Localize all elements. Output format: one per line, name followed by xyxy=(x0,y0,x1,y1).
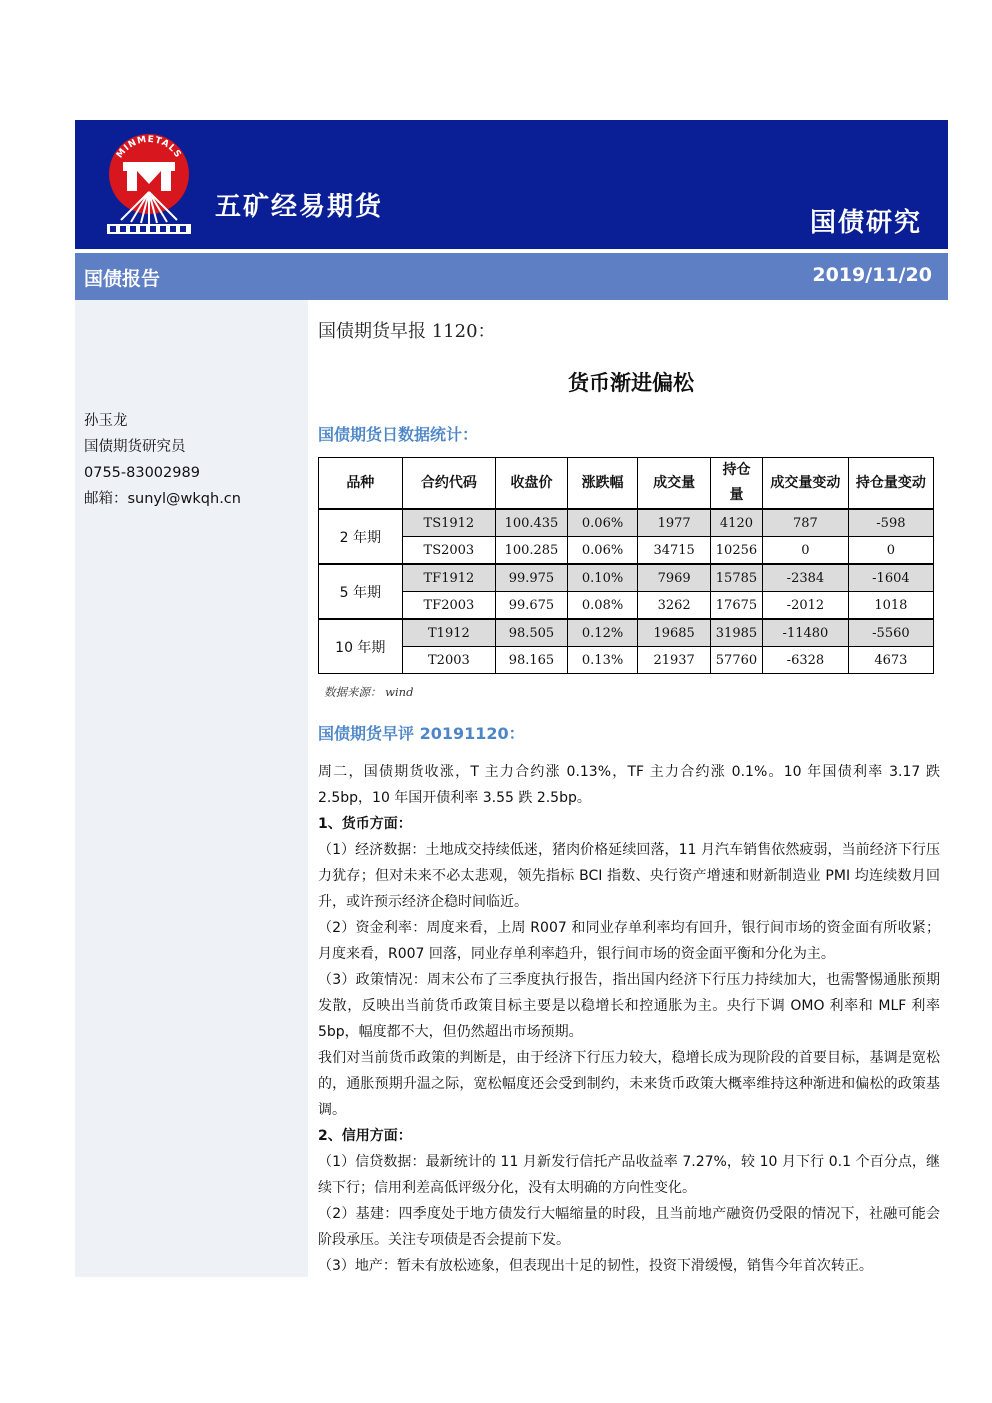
table-cell: 0 xyxy=(763,537,849,565)
stats-heading: 国债期货日数据统计： xyxy=(318,425,479,444)
table-cell: T2003 xyxy=(402,647,496,674)
table-row xyxy=(319,564,934,592)
table-cell: 57760 xyxy=(710,647,762,674)
table-cell: 7969 xyxy=(638,564,710,592)
table-row xyxy=(319,647,934,674)
group-cell: 2 年期 xyxy=(319,509,403,564)
table-row xyxy=(319,592,934,620)
column-header: 持仓量变动 xyxy=(848,458,933,510)
group-cell: 5 年期 xyxy=(319,564,403,619)
paragraph: （1）经济数据：土地成交持续低迷，猪肉价格延续回落，11 月汽车销售依然疲弱，当前经济下行压力犹存；但对未来不必太悲观，领先指标 BCI 指数、央行资产增速和财新制造业 PMI 均连续数月回升，或许预示经济企稳时间临近。 xyxy=(318,842,940,910)
table-cell: 4673 xyxy=(848,647,933,674)
table-cell: 0.12% xyxy=(567,619,638,647)
paragraph: （3）政策情况：周末公布了三季度执行报告，指出国内经济下行压力持续加大，也需警惕通胀预期发散，反映出当前货币政策目标主要是以稳增长和控通胀为主。央行下调 OMO 利率和 MLF 利率 5bp，幅度都不大，但仍然超出市场预期。 xyxy=(318,972,940,1040)
table-cell: -1604 xyxy=(848,564,933,592)
table-cell: TF2003 xyxy=(402,592,496,620)
table-cell: 15785 xyxy=(710,564,762,592)
table-cell: 0.10% xyxy=(567,564,638,592)
report-type-label: 国债报告 xyxy=(84,268,161,290)
table-cell: 17675 xyxy=(710,592,762,620)
table-cell: 0.06% xyxy=(567,509,638,537)
minmetals-logo-icon xyxy=(99,132,199,238)
paragraph: （2）资金利率：周度来看，上周 R007 和同业存单利率均有回升，银行间市场的资金面有所收紧；月度来看，R007 回落，同业存单利率趋升，银行间市场的资金面平衡和分化为主。 xyxy=(318,920,940,962)
report-line: 国债期货早报 1120： xyxy=(318,321,496,342)
table-cell: 100.285 xyxy=(496,537,568,565)
table-cell: 0.13% xyxy=(567,647,638,674)
report-title: 货币渐进偏松 xyxy=(568,371,694,395)
group-cell: 10 年期 xyxy=(319,619,403,674)
sidebar xyxy=(75,300,308,1277)
company-name: 五矿经易期货 xyxy=(215,192,384,222)
table-row xyxy=(319,537,934,565)
page-header xyxy=(75,120,948,249)
table-cell: TF1912 xyxy=(402,564,496,592)
report-type-bar xyxy=(75,253,948,300)
data-source: 数据来源： wind xyxy=(324,685,414,699)
table-cell: 19685 xyxy=(638,619,710,647)
table-cell: 99.675 xyxy=(496,592,568,620)
table-cell: 34715 xyxy=(638,537,710,565)
table-cell: 98.165 xyxy=(496,647,568,674)
author-name: 孙玉龙 xyxy=(84,413,128,429)
table-cell: 10256 xyxy=(710,537,762,565)
table-cell: -6328 xyxy=(763,647,849,674)
author-role: 国债期货研究员 xyxy=(84,439,186,455)
column-header: 持仓量 xyxy=(710,458,762,510)
section-heading: 2、信用方面： xyxy=(318,1128,412,1144)
svg-text:MINMETALS: MINMETALS xyxy=(114,134,184,161)
table-cell: 787 xyxy=(763,509,849,537)
table-cell: 31985 xyxy=(710,619,762,647)
author-phone: 0755-83002989 xyxy=(84,465,200,481)
column-header: 品种 xyxy=(319,458,403,510)
commentary xyxy=(318,759,940,1279)
paragraph: 我们对当前货币政策的判断是，由于经济下行压力较大，稳增长成为现阶段的首要目标，基调是宽松的，通胀预期升温之际，宽松幅度还会受到制约，未来货币政策大概率维持这种渐进和偏松的政策基调。 xyxy=(318,1050,940,1118)
table-cell: 99.975 xyxy=(496,564,568,592)
report-date: 2019/11/20 xyxy=(812,264,932,286)
table-cell: TS2003 xyxy=(402,537,496,565)
table-row xyxy=(319,619,934,647)
paragraph: （2）基建：四季度处于地方债发行大幅缩量的时段，且当前地产融资仍受限的情况下，社融可能会阶段承压。关注专项债是否会提前下发。 xyxy=(318,1206,940,1248)
table-cell: T1912 xyxy=(402,619,496,647)
table-cell: 0.06% xyxy=(567,537,638,565)
column-header: 合约代码 xyxy=(402,458,496,510)
table-cell: 100.435 xyxy=(496,509,568,537)
review-heading: 国债期货早评 20191120： xyxy=(318,724,525,743)
column-header: 成交量 xyxy=(638,458,710,510)
table-cell: 3262 xyxy=(638,592,710,620)
paragraph: 周二，国债期货收涨，T 主力合约涨 0.13%，TF 主力合约涨 0.1%。10 年国债利率 3.17 跌 2.5bp，10 年国开债利率 3.55 跌 2.5bp。 xyxy=(318,764,940,806)
column-header: 涨跌幅 xyxy=(567,458,638,510)
table-cell: -2384 xyxy=(763,564,849,592)
column-header: 收盘价 xyxy=(496,458,568,510)
section-heading: 1、货币方面： xyxy=(318,816,412,832)
table-cell: -2012 xyxy=(763,592,849,620)
table-cell: 0 xyxy=(848,537,933,565)
column-header: 成交量变动 xyxy=(763,458,849,510)
table-cell: 1018 xyxy=(848,592,933,620)
table-cell: TS1912 xyxy=(402,509,496,537)
table-cell: -5560 xyxy=(848,619,933,647)
table-cell: 1977 xyxy=(638,509,710,537)
table-cell: 98.505 xyxy=(496,619,568,647)
table-cell: 4120 xyxy=(710,509,762,537)
paragraph: （3）地产：暂未有放松迹象，但表现出十足的韧性，投资下滑缓慢，销售今年首次转正。 xyxy=(318,1258,873,1274)
author-email: 邮箱：sunyl@wkqh.cn xyxy=(84,491,241,507)
table-header-row xyxy=(319,458,934,510)
table-cell: 21937 xyxy=(638,647,710,674)
table-cell: -11480 xyxy=(763,619,849,647)
section-title: 国债研究 xyxy=(809,208,922,238)
table-cell: -598 xyxy=(848,509,933,537)
author-info xyxy=(84,408,241,512)
paragraph: （1）信贷数据：最新统计的 11 月新发行信托产品收益率 7.27%，较 10 月下行 0.1 个百分点，继续下行；信用利差高低评级分化，没有太明确的方向性变化。 xyxy=(318,1154,940,1196)
futures-data-table xyxy=(318,457,934,674)
table-row xyxy=(319,509,934,537)
table-cell: 0.08% xyxy=(567,592,638,620)
